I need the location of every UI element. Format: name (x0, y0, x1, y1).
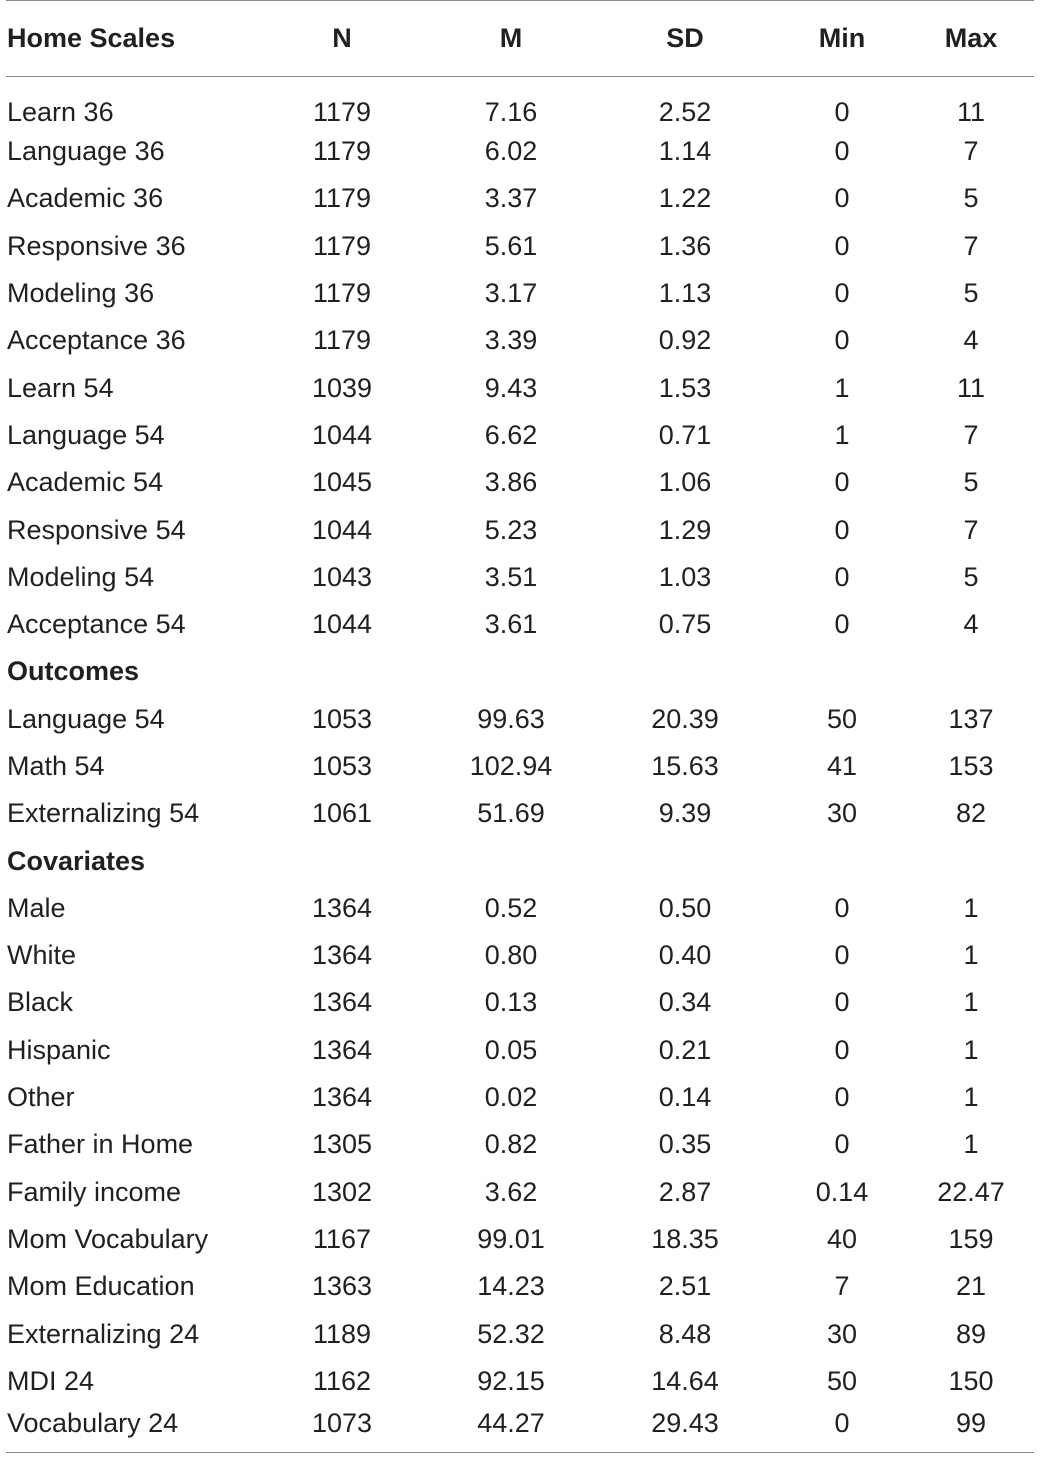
cell-min: 0 (834, 278, 850, 309)
cell-m: 3.86 (484, 467, 538, 498)
cell-m: 0.52 (484, 892, 538, 923)
cell-n: 1167 (312, 1223, 372, 1254)
cell-min: 0 (834, 987, 850, 1018)
cell-max: 1 (963, 892, 979, 923)
table-row (6, 979, 1034, 1026)
table-row (6, 554, 1034, 601)
cell-min: 41 (826, 751, 858, 781)
header-m: M (428, 1, 594, 77)
header-n: N (256, 1, 428, 77)
table-row (6, 77, 1034, 129)
cell-min: 0 (834, 892, 850, 923)
descriptive-statistics-table (6, 0, 1034, 1453)
table-row (6, 1121, 1034, 1168)
cell-m: 99.63 (477, 703, 545, 734)
table-row (6, 270, 1034, 317)
table-header (6, 1, 1034, 77)
section-header-row (6, 648, 1034, 695)
cell-m: 6.02 (484, 136, 538, 167)
table-row (6, 1169, 1034, 1216)
cell-label: Learn 36 (7, 97, 114, 127)
cell-n: 1044 (311, 419, 373, 450)
header-max: Max (908, 1, 1034, 77)
cell-sd: 9.39 (658, 798, 712, 829)
cell-m: 44.27 (428, 1405, 594, 1452)
cell-sd: 0.75 (658, 609, 712, 640)
cell-n: 1053 (311, 703, 373, 734)
table-row (6, 601, 1034, 648)
table-row (6, 364, 1034, 411)
cell-n: 1189 (312, 1318, 372, 1349)
table-row (6, 1405, 1034, 1452)
cell-max: 21 (955, 1271, 987, 1302)
table-row (6, 412, 1034, 459)
cell-n: 1039 (311, 372, 373, 403)
cell-label: Hispanic (7, 1034, 111, 1065)
cell-label: Language 54 (7, 419, 165, 450)
cell-min: 0.14 (815, 1176, 869, 1207)
cell-m: 7.16 (484, 97, 538, 127)
cell-label: Math 54 (7, 751, 105, 781)
cell-label: Language 54 (7, 703, 165, 734)
section-header-row (6, 837, 1034, 884)
cell-min: 7 (834, 1271, 850, 1302)
cell-n: 1364 (311, 1034, 373, 1065)
cell-n: 1302 (311, 1176, 373, 1207)
cell-n: 1179 (312, 183, 372, 214)
cell-label: MDI 24 (7, 1365, 95, 1396)
cell-sd: 0.34 (658, 987, 712, 1018)
cell-n: 1043 (311, 561, 373, 592)
table-row (6, 128, 1034, 175)
cell-n: 1179 (312, 230, 372, 261)
table-row (6, 1310, 1034, 1357)
cell-n: 1179 (312, 97, 372, 127)
cell-min: 0 (834, 609, 850, 640)
cell-sd: 2.52 (658, 97, 712, 127)
cell-m: 5.23 (484, 514, 538, 545)
cell-label: Modeling 36 (7, 278, 155, 309)
cell-m: 52.32 (477, 1318, 545, 1349)
cell-sd: 0.14 (658, 1082, 712, 1113)
cell-label: Acceptance 36 (7, 325, 186, 356)
cell-min: 50 (826, 1365, 858, 1396)
cell-n: 1364 (311, 987, 373, 1018)
cell-min: 0 (834, 561, 850, 592)
table-row (6, 932, 1034, 979)
cell-max: 4 (963, 609, 979, 640)
cell-m: 99.01 (477, 1223, 545, 1254)
table-row (6, 790, 1034, 837)
cell-min: 0 (834, 325, 850, 356)
cell-min: 1 (834, 419, 850, 450)
cell-min: 0 (834, 940, 850, 971)
cell-m: 0.80 (484, 940, 538, 971)
cell-label: Responsive 36 (7, 230, 186, 261)
cell-n: 1305 (311, 1129, 373, 1160)
table-row (6, 743, 1034, 790)
cell-max: 159 (948, 1223, 994, 1254)
cell-max: 4 (963, 325, 979, 356)
cell-min: 0 (776, 1405, 908, 1452)
cell-min: 0 (834, 136, 850, 167)
cell-m: 14.23 (477, 1271, 545, 1302)
cell-min: 50 (826, 703, 858, 734)
cell-sd: 0.50 (658, 892, 712, 923)
cell-m: 3.62 (484, 1176, 538, 1207)
cell-m: 0.13 (484, 987, 538, 1018)
cell-min: 0 (834, 1129, 850, 1160)
cell-sd: 1.29 (658, 514, 712, 545)
cell-min: 1 (834, 372, 850, 403)
table-row (6, 175, 1034, 222)
cell-max: 11 (956, 372, 986, 403)
cell-sd: 8.48 (658, 1318, 712, 1349)
cell-label: Family income (7, 1176, 182, 1207)
cell-max: 153 (948, 751, 994, 781)
cell-n: 1363 (311, 1271, 373, 1302)
cell-max: 7 (963, 419, 979, 450)
cell-m: 9.43 (484, 372, 538, 403)
table-row (6, 885, 1034, 932)
cell-sd: 15.63 (651, 751, 719, 781)
cell-n: 1179 (312, 278, 372, 309)
table-row (6, 696, 1034, 743)
cell-max: 5 (963, 467, 979, 498)
cell-n: 1364 (311, 892, 373, 923)
cell-max: 7 (963, 136, 979, 167)
cell-sd: 0.92 (658, 325, 712, 356)
cell-n: 1162 (312, 1365, 372, 1396)
cell-max: 7 (963, 230, 979, 261)
cell-m: 6.62 (484, 419, 538, 450)
table-row (6, 1216, 1034, 1263)
cell-min: 0 (834, 230, 850, 261)
cell-max: 1 (963, 1129, 979, 1160)
cell-label: Other (7, 1082, 75, 1113)
cell-label: Academic 54 (7, 467, 164, 498)
cell-label: Language 36 (7, 136, 165, 167)
cell-sd: 2.51 (658, 1271, 712, 1302)
cell-max: 22.47 (937, 1176, 1005, 1207)
cell-max: 5 (963, 183, 979, 214)
cell-m: 3.39 (484, 325, 538, 356)
header-sd: SD (594, 1, 776, 77)
cell-m: 51.69 (477, 798, 545, 829)
cell-m: 0.05 (484, 1034, 538, 1065)
cell-m: 3.17 (484, 278, 538, 309)
cell-n: 1044 (311, 609, 373, 640)
cell-sd: 1.14 (658, 136, 712, 167)
cell-min: 0 (834, 514, 850, 545)
cell-n: 1053 (311, 751, 373, 781)
cell-label: Acceptance 54 (7, 609, 186, 640)
cell-sd: 1.03 (658, 561, 712, 592)
cell-sd: 18.35 (651, 1223, 719, 1254)
cell-label: Male (7, 892, 66, 923)
cell-n: 1061 (311, 798, 373, 829)
cell-n: 1179 (312, 325, 372, 356)
cell-sd: 1.22 (658, 183, 712, 214)
header-min: Min (776, 1, 908, 77)
header-home-scales: Home Scales (6, 1, 256, 77)
cell-label: Academic 36 (7, 183, 164, 214)
cell-max: 82 (955, 798, 987, 829)
cell-max: 1 (963, 1082, 979, 1113)
cell-max: 150 (948, 1365, 994, 1396)
section-title: Outcomes (7, 656, 140, 687)
cell-n: 1364 (311, 1082, 373, 1113)
cell-sd: 0.40 (658, 940, 712, 971)
cell-m: 92.15 (477, 1365, 545, 1396)
cell-max: 99 (908, 1405, 1034, 1452)
header-row (6, 1, 1034, 77)
cell-min: 30 (826, 1318, 858, 1349)
cell-max: 5 (963, 561, 979, 592)
cell-label: Black (7, 987, 74, 1018)
table-row (6, 1358, 1034, 1405)
cell-n: 1179 (312, 136, 372, 167)
cell-m: 102.94 (469, 751, 553, 781)
cell-label: Externalizing 54 (7, 798, 200, 829)
cell-min: 40 (826, 1223, 858, 1254)
cell-n: 1044 (311, 514, 373, 545)
table-body (6, 77, 1034, 1453)
cell-max: 1 (963, 1034, 979, 1065)
cell-label: Learn 54 (7, 372, 114, 403)
table-row (6, 317, 1034, 364)
cell-max: 11 (956, 97, 986, 127)
cell-sd: 0.21 (658, 1034, 712, 1065)
cell-sd: 1.36 (658, 230, 712, 261)
cell-m: 5.61 (484, 230, 538, 261)
cell-label: Mom Vocabulary (7, 1223, 209, 1254)
cell-sd: 29.43 (594, 1405, 776, 1452)
cell-max: 1 (963, 940, 979, 971)
cell-sd: 1.06 (658, 467, 712, 498)
cell-label: Modeling 54 (7, 561, 155, 592)
table-row (6, 223, 1034, 270)
table-row (6, 1263, 1034, 1310)
cell-label: Mom Education (7, 1271, 195, 1302)
cell-m: 3.37 (484, 183, 538, 214)
cell-min: 0 (834, 1082, 850, 1113)
table-row (6, 459, 1034, 506)
cell-label: Vocabulary 24 (6, 1405, 256, 1452)
cell-n: 1364 (311, 940, 373, 971)
cell-max: 89 (955, 1318, 987, 1349)
table-row (6, 1074, 1034, 1121)
cell-sd: 0.71 (658, 419, 712, 450)
cell-max: 137 (948, 703, 994, 734)
cell-min: 0 (834, 467, 850, 498)
cell-label: Responsive 54 (7, 514, 186, 545)
cell-sd: 0.35 (658, 1129, 712, 1160)
cell-label: White (7, 940, 77, 971)
table-row (6, 506, 1034, 553)
table-row (6, 1027, 1034, 1074)
cell-sd: 1.53 (658, 372, 712, 403)
cell-sd: 2.87 (658, 1176, 712, 1207)
cell-sd: 14.64 (651, 1365, 719, 1396)
cell-sd: 1.13 (658, 278, 712, 309)
cell-max: 5 (963, 278, 979, 309)
cell-min: 0 (834, 97, 850, 127)
cell-n: 1045 (311, 467, 373, 498)
cell-min: 30 (826, 798, 858, 829)
section-title: Covariates (7, 845, 146, 876)
cell-label: Father in Home (7, 1129, 194, 1160)
cell-min: 0 (834, 1034, 850, 1065)
cell-max: 7 (963, 514, 979, 545)
cell-m: 0.02 (484, 1082, 538, 1113)
cell-m: 0.82 (484, 1129, 538, 1160)
cell-m: 3.61 (484, 609, 538, 640)
cell-max: 1 (963, 987, 979, 1018)
cell-sd: 20.39 (651, 703, 719, 734)
cell-min: 0 (834, 183, 850, 214)
cell-n: 1073 (256, 1405, 428, 1452)
cell-m: 3.51 (484, 561, 538, 592)
cell-label: Externalizing 24 (7, 1318, 200, 1349)
